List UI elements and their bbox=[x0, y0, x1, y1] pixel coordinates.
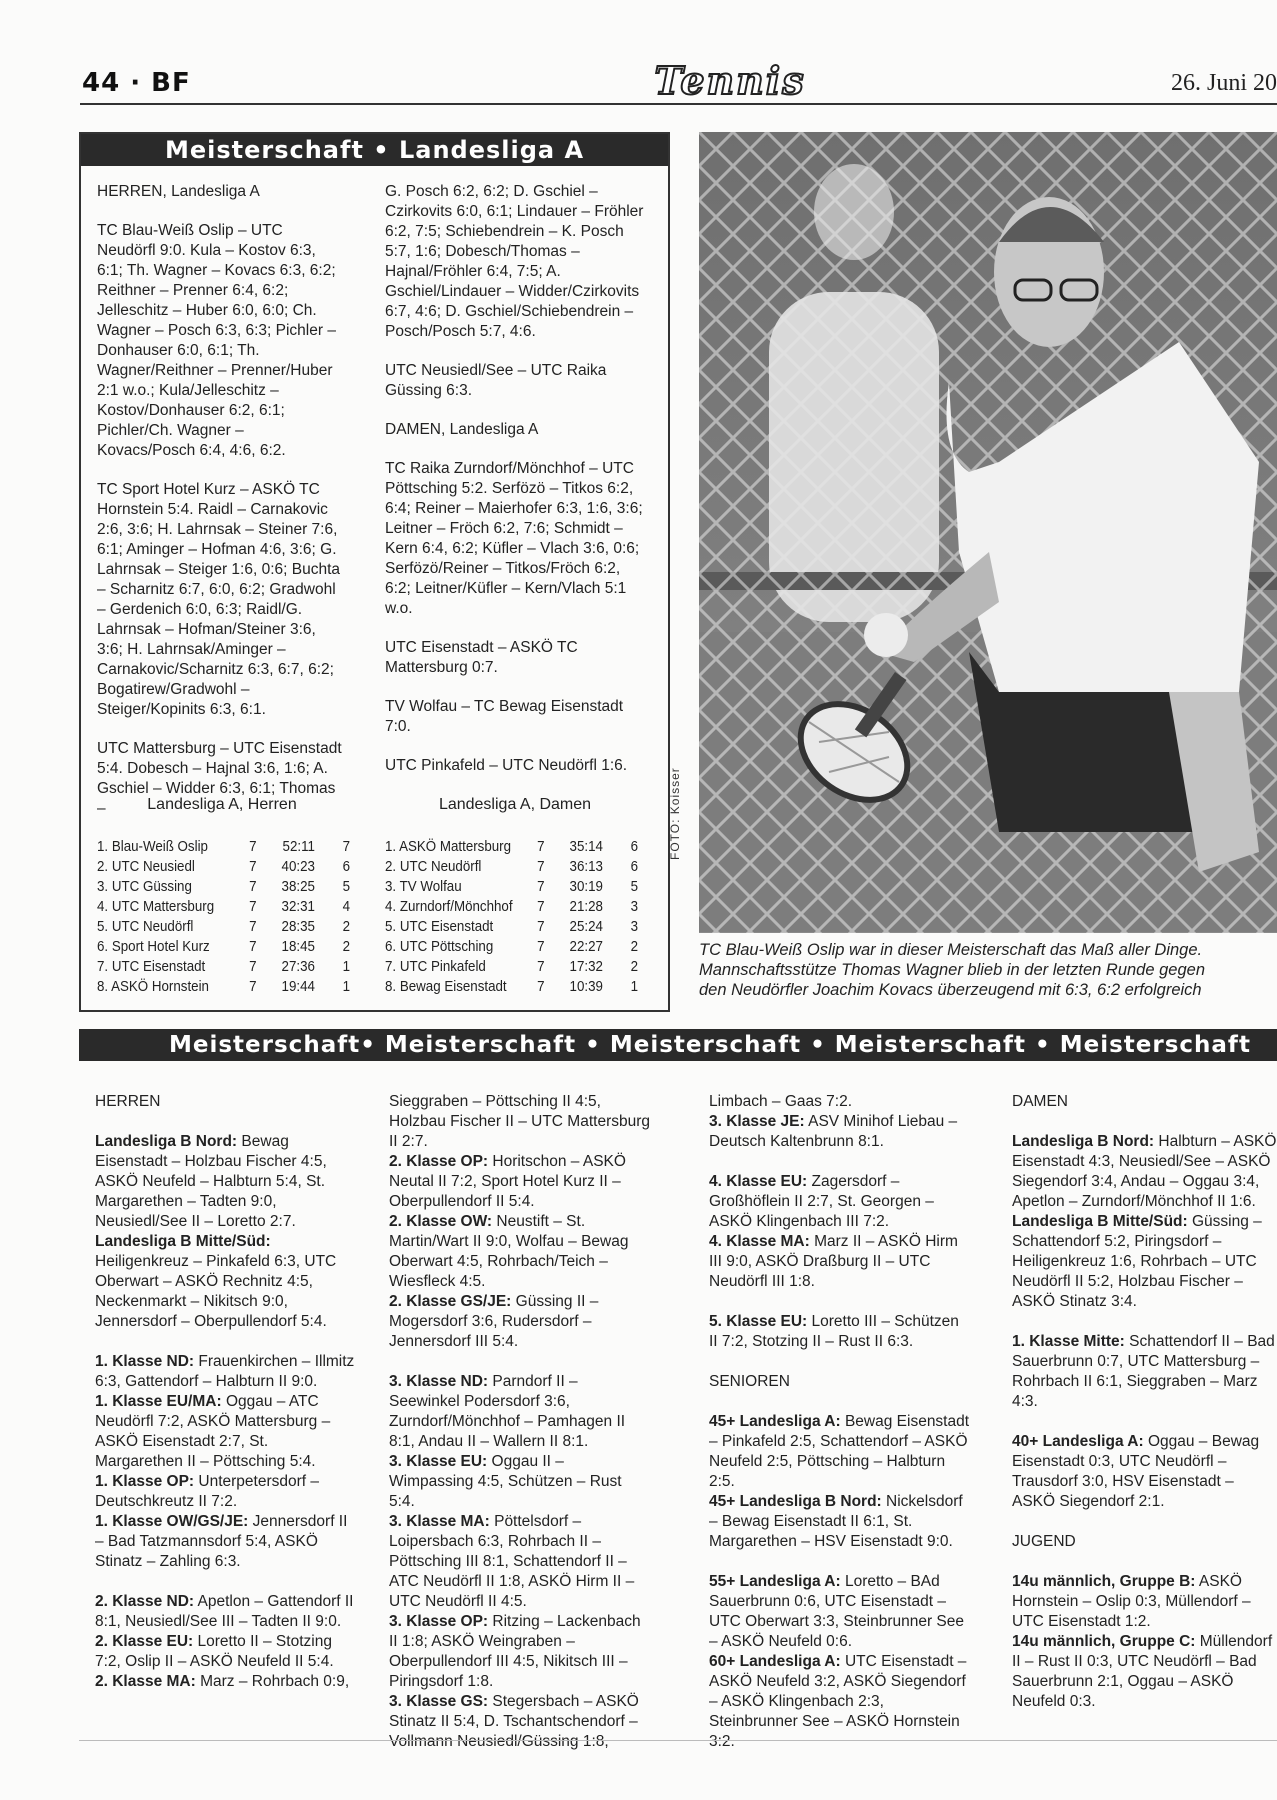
score-ratio: 35:14 bbox=[569, 839, 603, 855]
spacer bbox=[709, 1392, 971, 1412]
result-entry bbox=[709, 1652, 971, 1752]
result-text: Horitschon – ASKÖ Neutal II 7:2, Sport Hotel Kurz II – Oberpullendorf II 5:4. bbox=[389, 1153, 626, 1210]
points: 6 bbox=[630, 859, 638, 875]
games-played: 7 bbox=[537, 919, 545, 935]
result-entry bbox=[1012, 1212, 1277, 1312]
caption-line: den Neudörfler Joachim Kovacs überzeugend mit 6:3, 6:2 erfolgreich bbox=[699, 981, 1202, 999]
results-heading: DAMEN, Landesliga A bbox=[385, 421, 539, 438]
standings-table-herren bbox=[97, 837, 350, 997]
photo-credit: FOTO: Koisser bbox=[668, 767, 682, 860]
league-label: 4. Klasse MA: bbox=[709, 1233, 810, 1250]
league-label: 1. Klasse OP: bbox=[95, 1473, 195, 1490]
result-text: Bewag Eisenstadt – Holzbau Fischer 4:5, ASKÖ Neufeld – Halbturn 5:4, St. Margarethen – Tadten 9:0, Neusiedl/See II – Loretto 2:7. bbox=[95, 1133, 327, 1230]
standings-table-damen bbox=[385, 837, 638, 997]
result-text: Frauenkirchen – Illmitz 6:3, Gattendorf – Halbturn II 9:0. bbox=[95, 1353, 355, 1390]
league-label: 2. Klasse ND: bbox=[95, 1593, 195, 1610]
result-entry bbox=[1012, 1432, 1277, 1512]
points: 1 bbox=[342, 979, 350, 995]
points: 1 bbox=[630, 979, 638, 995]
league-label: Landesliga B Nord: bbox=[1012, 1133, 1155, 1150]
league-label: 55+ Landesliga A: bbox=[709, 1573, 841, 1590]
result-text: Zagersdorf – Großhöflein II 2:7, St. Georgen – ASKÖ Klingenbach III 7:2. bbox=[709, 1173, 934, 1230]
result-text: Halbturn – ASKÖ Eisenstadt 4:3, Neusiedl/See – ASKÖ Siegendorf 3:4, Andau – Oggau 3:4, Apetlon – Zurndorf/Mönchhof II 1:6. bbox=[1012, 1133, 1277, 1210]
result-entry bbox=[95, 1232, 357, 1332]
score-ratio: 17:32 bbox=[569, 959, 603, 975]
result-text: UTC Eisenstadt – ASKÖ Neufeld 3:2, ASKÖ Siegendorf – ASKÖ Klingenbach 2:3, Steinbrunner See – ASKÖ Hornstein 3:2. bbox=[709, 1653, 967, 1750]
tennis-player-photo bbox=[699, 132, 1277, 933]
score-ratio: 21:28 bbox=[569, 899, 603, 915]
result-entry bbox=[389, 1372, 651, 1452]
table-row bbox=[385, 877, 638, 897]
table-row bbox=[97, 957, 350, 977]
games-played: 7 bbox=[537, 979, 545, 995]
result-text: ASV Minihof Liebau – Deutsch Kaltenbrunn 8:1. bbox=[709, 1113, 958, 1150]
result-entry bbox=[95, 1672, 357, 1692]
results-heading: HERREN, Landesliga A bbox=[97, 183, 260, 200]
games-played: 7 bbox=[249, 959, 257, 975]
result-text: Parndorf II – Seewinkel Podersdorf 3:6, Zurndorf/Mönchhof – Pamhagen II 8:1, Andau II – Wallern II 8:1. bbox=[389, 1373, 626, 1450]
games-played: 7 bbox=[249, 859, 257, 875]
result-text: Oggau II – Wimpassing 4:5, Schützen – Rust 5:4. bbox=[389, 1453, 622, 1510]
league-label: 2. Klasse EU: bbox=[95, 1633, 194, 1650]
league-label: 3. Klasse ND: bbox=[389, 1373, 489, 1390]
result-entry bbox=[709, 1372, 971, 1392]
league-label: 1. Klasse Mitte: bbox=[1012, 1333, 1125, 1350]
photo-image bbox=[699, 132, 1277, 933]
points: 6 bbox=[630, 839, 638, 855]
games-played: 7 bbox=[537, 879, 545, 895]
result-entry bbox=[95, 1632, 357, 1672]
points: 7 bbox=[342, 839, 350, 855]
games-played: 7 bbox=[249, 939, 257, 955]
league-label: 14u männlich, Gruppe B: bbox=[1012, 1573, 1196, 1590]
table-row bbox=[385, 917, 638, 937]
result-entry bbox=[709, 1492, 971, 1552]
result-text: Marz II – ASKÖ Hirm III 9:0, ASKÖ Draßburg II – UTC Neudörfl III 1:8. bbox=[709, 1233, 958, 1290]
result-text: Stegersbach – ASKÖ Stinatz II 5:4, D. Tschantschendorf – Vollmann Neusiedl/Güssing 1:8, bbox=[389, 1693, 639, 1750]
result-text: JUGEND bbox=[1012, 1533, 1076, 1550]
spacer bbox=[1012, 1312, 1277, 1332]
league-label: 60+ Landesliga A: bbox=[709, 1653, 841, 1670]
match-result: TC Sport Hotel Kurz – ASKÖ TC Hornstein 5:4. Raidl – Carnakovic 2:6, 3:6; H. Lahrnsak – Steiner 7:6, 6:1; Aminger – Hofman 4:6, 3:6; G. Lahrnsak – Steiger 1:6, 0:6; Buchta – Scharnitz 6:7, 6:0, 6:2; Gradwohl – Gerdenich 6:0, 6:3; Raidl/G. Lahrnsak – Hofman/Steiner 3:6, 3:6; H. Lahrnsak/Aminger – Carnakovic/Scharnitz 6:3, 6:7, 6:2; Bogatirew/Gradwohl – Steiger/Kopinits 6:3, 6:1. bbox=[97, 481, 340, 718]
match-result: TV Wolfau – TC Bewag Eisenstadt 7:0. bbox=[385, 698, 624, 735]
result-entry bbox=[1012, 1332, 1277, 1412]
result-text: Güssing – Schattendorf 5:2, Piringsdorf – Heiligenkreuz 1:6, Rohrbach – UTC Neudörfl II 5:2, Holzbau Fischer – ASKÖ Stinatz 3:4. bbox=[1012, 1213, 1262, 1310]
score-ratio: 22:27 bbox=[569, 939, 603, 955]
result-entry bbox=[1012, 1572, 1277, 1632]
result-entry bbox=[1012, 1632, 1277, 1712]
result-text: Neustift – St. Martin/Wart II 9:0, Wolfau – Bewag Oberwart 4:5, Rohrbach/Teich – Wiesfleck 4:5. bbox=[389, 1213, 629, 1290]
section-title: Tennis bbox=[654, 58, 806, 103]
spacer bbox=[389, 1352, 651, 1372]
points: 3 bbox=[630, 899, 638, 915]
table-row bbox=[97, 977, 350, 997]
team-name: 3. TV Wolfau bbox=[385, 879, 462, 895]
table-herren-title: Landesliga A, Herren bbox=[147, 796, 297, 813]
result-entry bbox=[709, 1092, 971, 1112]
spacer bbox=[709, 1292, 971, 1312]
points: 3 bbox=[630, 919, 638, 935]
result-entry bbox=[389, 1292, 651, 1352]
team-name: 1. ASKÖ Mattersburg bbox=[385, 839, 512, 855]
team-name: 8. Bewag Eisenstadt bbox=[385, 979, 507, 995]
league-label: 2. Klasse MA: bbox=[95, 1673, 196, 1690]
games-played: 7 bbox=[249, 899, 257, 915]
league-label: 2. Klasse GS/JE: bbox=[389, 1293, 512, 1310]
team-name: 8. ASKÖ Hornstein bbox=[97, 979, 209, 995]
games-played: 7 bbox=[249, 839, 257, 855]
result-entry bbox=[709, 1172, 971, 1232]
result-entry bbox=[709, 1112, 971, 1152]
team-name: 5. UTC Neudörfl bbox=[97, 919, 194, 935]
score-ratio: 30:19 bbox=[569, 879, 603, 895]
match-result: UTC Pinkafeld – UTC Neudörfl 1:6. bbox=[385, 757, 628, 774]
league-label: Landesliga B Mitte/Süd: bbox=[1012, 1213, 1188, 1230]
result-text: Loretto III – Schützen II 7:2, Stotzing II – Rust II 6:3. bbox=[709, 1313, 959, 1350]
result-entry bbox=[709, 1412, 971, 1492]
result-text: Bewag Eisenstadt – Pinkafeld 2:5, Schattendorf – ASKÖ Neufeld 2:5, Pöttsching – Halbturn 2:5. bbox=[709, 1413, 970, 1490]
team-name: 1. Blau-Weiß Oslip bbox=[97, 839, 208, 855]
match-result: UTC Neusiedl/See – UTC Raika Güssing 6:3. bbox=[385, 362, 607, 399]
result-entry bbox=[95, 1092, 357, 1112]
result-text: Unterpetersdorf – Deutschkreutz II 7:2. bbox=[95, 1473, 320, 1510]
table-row bbox=[385, 957, 638, 977]
spacer bbox=[1012, 1412, 1277, 1432]
score-ratio: 27:36 bbox=[281, 959, 315, 975]
result-entry bbox=[709, 1572, 971, 1652]
result-text: Nickelsdorf – Bewag Eisenstadt II 6:1, St. Margarethen – HSV Eisenstadt 9:0. bbox=[709, 1493, 963, 1550]
games-played: 7 bbox=[249, 979, 257, 995]
score-ratio: 19:44 bbox=[281, 979, 315, 995]
league-label: 4. Klasse EU: bbox=[709, 1173, 808, 1190]
table-row bbox=[97, 917, 350, 937]
spacer bbox=[95, 1332, 357, 1352]
league-label: 3. Klasse OP: bbox=[389, 1613, 489, 1630]
score-ratio: 40:23 bbox=[281, 859, 315, 875]
result-entry bbox=[95, 1592, 357, 1632]
league-label: 5. Klasse EU: bbox=[709, 1313, 808, 1330]
bottom-rule bbox=[79, 1740, 1277, 1741]
result-entry bbox=[389, 1212, 651, 1292]
team-name: 6. UTC Pöttsching bbox=[385, 939, 494, 955]
meisterschaft-column-damen-jugend bbox=[1012, 1092, 1277, 1712]
result-entry bbox=[389, 1452, 651, 1512]
result-entry bbox=[389, 1092, 651, 1152]
score-ratio: 32:31 bbox=[281, 899, 315, 915]
result-text: Apetlon – Gattendorf II 8:1, Neusiedl/See III – Tadten II 9:0. bbox=[95, 1593, 354, 1630]
result-text: ASKÖ Hornstein – Oslip 0:3, Müllendorf – UTC Eisenstadt 1:2. bbox=[1012, 1573, 1251, 1630]
spacer bbox=[709, 1152, 971, 1172]
table-row bbox=[385, 857, 638, 877]
meisterschaft-column-herren bbox=[95, 1092, 357, 1692]
landesliga-left-column bbox=[97, 182, 345, 838]
photo-caption bbox=[699, 940, 1277, 1000]
spacer bbox=[1012, 1512, 1277, 1532]
result-entry bbox=[389, 1512, 651, 1612]
spacer bbox=[95, 1112, 357, 1132]
spacer bbox=[709, 1352, 971, 1372]
result-entry bbox=[1012, 1092, 1277, 1112]
match-result: UTC Mattersburg – UTC Eisenstadt 5:4. Dobesch – Hajnal 3:6, 1:6; A. Gschiel – Widder 6:3, 6:1; Thomas – bbox=[97, 740, 342, 817]
games-played: 7 bbox=[537, 899, 545, 915]
league-label: 1. Klasse EU/MA: bbox=[95, 1393, 222, 1410]
result-text: Pöttelsdorf – Loipersbach 6:3, Rohrbach II – Pöttsching III 8:1, Schattendorf II – ATC Neudörfl II 1:8, ASKÖ Hirm II – UTC Neudörfl II 4:5. bbox=[389, 1513, 635, 1610]
games-played: 7 bbox=[537, 859, 545, 875]
points: 4 bbox=[342, 899, 350, 915]
match-result: G. Posch 6:2, 6:2; D. Gschiel – Czirkovits 6:0, 6:1; Lindauer – Fröhler 6:2, 7:5; Schiebendrein – K. Posch 5:7, 1:6; Dobesch/Thomas – Hajnal/Fröhler 6:4, 7:5; A. Gschiel/Lindauer – Widder/Czirkovits 6:7, 4:6; D. Gschiel/Schiebendrein – Posch/Posch 5:7, 4:6. bbox=[385, 183, 644, 340]
result-entry bbox=[709, 1232, 971, 1292]
league-label: 1. Klasse ND: bbox=[95, 1353, 195, 1370]
caption-line: Mannschaftsstütze Thomas Wagner blieb in der letzten Runde gegen bbox=[699, 961, 1205, 979]
result-entry bbox=[709, 1312, 971, 1352]
score-ratio: 10:39 bbox=[569, 979, 603, 995]
table-row bbox=[385, 837, 638, 857]
result-text: Oggau – ATC Neudörfl 7:2, ASKÖ Mattersburg – ASKÖ Eisenstadt 2:7, St. Margarethen II – Pöttsching 5:4. bbox=[95, 1393, 331, 1470]
result-entry bbox=[95, 1352, 357, 1392]
header-rule bbox=[80, 103, 1277, 105]
league-label: 45+ Landesliga A: bbox=[709, 1413, 841, 1430]
issue-date: 26. Juni 20 bbox=[1170, 70, 1277, 96]
games-played: 7 bbox=[537, 939, 545, 955]
points: 6 bbox=[342, 859, 350, 875]
result-text: Jennersdorf II – Bad Tatzmannsdorf 5:4, ASKÖ Stinatz – Zahling 6:3. bbox=[95, 1513, 348, 1570]
points: 5 bbox=[342, 879, 350, 895]
table-damen-title: Landesliga A, Damen bbox=[438, 796, 592, 813]
result-text: Oggau – Bewag Eisenstadt 0:3, UTC Neudörfl – Trausdorf 3:0, HSV Eisenstadt – ASKÖ Siegendorf 2:1. bbox=[1012, 1433, 1260, 1510]
league-label: 3. Klasse MA: bbox=[389, 1513, 490, 1530]
result-text: Loretto II – Stotzing 7:2, Oslip II – ASKÖ Neufeld II 5:4. bbox=[95, 1633, 334, 1670]
match-result: TC Blau-Weiß Oslip – UTC Neudörfl 9:0. Kula – Kostov 6:3, 6:1; Th. Wagner – Kovacs 6:3, 6:2; Reithner – Prenner 6:4, 6:2; Jelleschitz – Huber 6:0, 6:0; Ch. Wagner – Posch 6:3, 6:3; Pichler – Donhauser 6:0, 6:1; Th. Wagner/Reithner – Prenner/Huber 2:1 w.o.; Kula/Jelleschitz – Kostov/Donhauser 6:2, 6:1; Pichler/Ch. Wagner – Kovacs/Posch 6:4, 4:6, 6:2. bbox=[97, 222, 336, 459]
landesliga-a-box bbox=[79, 132, 670, 1012]
caption-line: TC Blau-Weiß Oslip war in dieser Meisterschaft das Maß aller Dinge. bbox=[699, 941, 1203, 959]
points: 2 bbox=[342, 939, 350, 955]
result-entry bbox=[1012, 1532, 1277, 1552]
league-label: 45+ Landesliga B Nord: bbox=[709, 1493, 882, 1510]
result-text: Ritzing – Lackenbach II 1:8; ASKÖ Weingraben – Oberpullendorf III 4:5, Nikitsch III – Piringsdorf 1:8. bbox=[389, 1613, 641, 1690]
table-row bbox=[97, 937, 350, 957]
result-entry bbox=[389, 1152, 651, 1212]
team-name: 7. UTC Pinkafeld bbox=[385, 959, 486, 975]
league-label: 40+ Landesliga A: bbox=[1012, 1433, 1144, 1450]
result-entry bbox=[1012, 1132, 1277, 1212]
result-text: Heiligenkreuz – Pinkafeld 6:3, UTC Oberwart – ASKÖ Rechnitz 4:5, Neckenmarkt – Nikitsch 9:0, Jennersdorf – Oberpullendorf 5:4. bbox=[95, 1253, 337, 1330]
team-name: 4. Zurndorf/Mönchhof bbox=[385, 899, 513, 915]
games-played: 7 bbox=[537, 959, 545, 975]
games-played: 7 bbox=[537, 839, 545, 855]
table-row bbox=[97, 877, 350, 897]
points: 2 bbox=[630, 939, 638, 955]
result-text: Limbach – Gaas 7:2. bbox=[709, 1093, 853, 1110]
meisterschaft-title-bar: Meisterschaft• Meisterschaft • Meisterschaft • Meisterschaft • Meisterschaft bbox=[79, 1029, 1277, 1061]
team-name: 3. UTC Güssing bbox=[97, 879, 192, 895]
result-text: SENIOREN bbox=[709, 1373, 790, 1390]
table-row bbox=[97, 857, 350, 877]
table-row bbox=[97, 837, 350, 857]
league-label: 3. Klasse JE: bbox=[709, 1113, 805, 1130]
games-played: 7 bbox=[249, 879, 257, 895]
result-entry bbox=[389, 1692, 651, 1752]
team-name: 2. UTC Neudörfl bbox=[385, 859, 482, 875]
score-ratio: 52:11 bbox=[282, 839, 315, 855]
result-entry bbox=[95, 1512, 357, 1572]
league-label: Landesliga B Mitte/Süd: bbox=[95, 1233, 271, 1250]
landesliga-right-column bbox=[385, 182, 647, 795]
spacer bbox=[95, 1572, 357, 1592]
table-row bbox=[385, 897, 638, 917]
score-ratio: 38:25 bbox=[281, 879, 315, 895]
meisterschaft-column-senioren bbox=[709, 1092, 971, 1752]
page-number: 44 · BF bbox=[82, 68, 191, 98]
games-played: 7 bbox=[249, 919, 257, 935]
team-name: 4. UTC Mattersburg bbox=[97, 899, 215, 915]
table-row bbox=[385, 977, 638, 997]
team-name: 5. UTC Eisenstadt bbox=[385, 919, 494, 935]
team-name: 2. UTC Neusiedl bbox=[97, 859, 195, 875]
result-text: Schattendorf II – Bad Sauerbrunn 0:7, UTC Mattersburg – Rohrbach II 6:1, Sieggraben – Marz 4:3. bbox=[1012, 1333, 1275, 1410]
spacer bbox=[1012, 1552, 1277, 1572]
league-label: 1. Klasse OW/GS/JE: bbox=[95, 1513, 249, 1530]
points: 2 bbox=[342, 919, 350, 935]
league-label: 14u männlich, Gruppe C: bbox=[1012, 1633, 1196, 1650]
table-row bbox=[385, 937, 638, 957]
league-label: 2. Klasse OP: bbox=[389, 1153, 489, 1170]
league-label: 2. Klasse OW: bbox=[389, 1213, 493, 1230]
score-ratio: 18:45 bbox=[281, 939, 315, 955]
result-text: HERREN bbox=[95, 1093, 161, 1110]
result-entry bbox=[389, 1612, 651, 1692]
score-ratio: 28:35 bbox=[281, 919, 315, 935]
table-row bbox=[97, 897, 350, 917]
league-label: 3. Klasse EU: bbox=[389, 1453, 488, 1470]
result-entry bbox=[95, 1392, 357, 1472]
match-result: UTC Eisenstadt – ASKÖ TC Mattersburg 0:7. bbox=[385, 639, 578, 676]
points: 2 bbox=[630, 959, 638, 975]
team-name: 7. UTC Eisenstadt bbox=[97, 959, 206, 975]
points: 5 bbox=[630, 879, 638, 895]
result-entry bbox=[95, 1132, 357, 1232]
league-label: 3. Klasse GS: bbox=[389, 1693, 489, 1710]
team-name: 6. Sport Hotel Kurz bbox=[97, 939, 210, 955]
league-label: Landesliga B Nord: bbox=[95, 1133, 238, 1150]
score-ratio: 36:13 bbox=[569, 859, 603, 875]
points: 1 bbox=[342, 959, 350, 975]
score-ratio: 25:24 bbox=[569, 919, 603, 935]
meisterschaft-column-herren-cont bbox=[389, 1092, 651, 1752]
match-result: TC Raika Zurndorf/Mönchhof – UTC Pöttsching 5:2. Serfözö – Titkos 6:2, 6:4; Reiner – Maierhofer 6:3, 1:6, 3:6; Leitner – Fröch 6:2, 7:6; Schmidt – Kern 6:4, 6:2; Küfler – Vlach 3:6, 0:6; Serfözö/Reiner – Titkos/Fröch 6:2, 6:2; Leitner/Küfler – Kern/Vlach 5:1 w.o. bbox=[385, 460, 643, 617]
result-text: Marz – Rohrbach 0:9, bbox=[195, 1673, 350, 1690]
landesliga-a-title: Meisterschaft • Landesliga A bbox=[81, 134, 668, 166]
result-text: Güssing II – Mogersdorf 3:6, Rudersdorf – Jennersdorf III 5:4. bbox=[389, 1293, 599, 1350]
spacer bbox=[709, 1552, 971, 1572]
result-text: Loretto – BAd Sauerbrunn 0:6, UTC Eisenstadt – UTC Oberwart 3:3, Steinbrunner See – ASKÖ Neufeld 0:6. bbox=[709, 1573, 965, 1650]
result-text: Müllendorf II – Rust II 0:3, UTC Neudörfl – Bad Sauerbrunn 2:1, Oggau – ASKÖ Neufeld 0:3. bbox=[1012, 1633, 1273, 1710]
spacer bbox=[1012, 1112, 1277, 1132]
result-text: Sieggraben – Pöttsching II 4:5, Holzbau Fischer II – UTC Mattersburg II 2:7. bbox=[389, 1093, 651, 1150]
result-text: DAMEN bbox=[1012, 1093, 1068, 1110]
result-entry bbox=[95, 1472, 357, 1512]
